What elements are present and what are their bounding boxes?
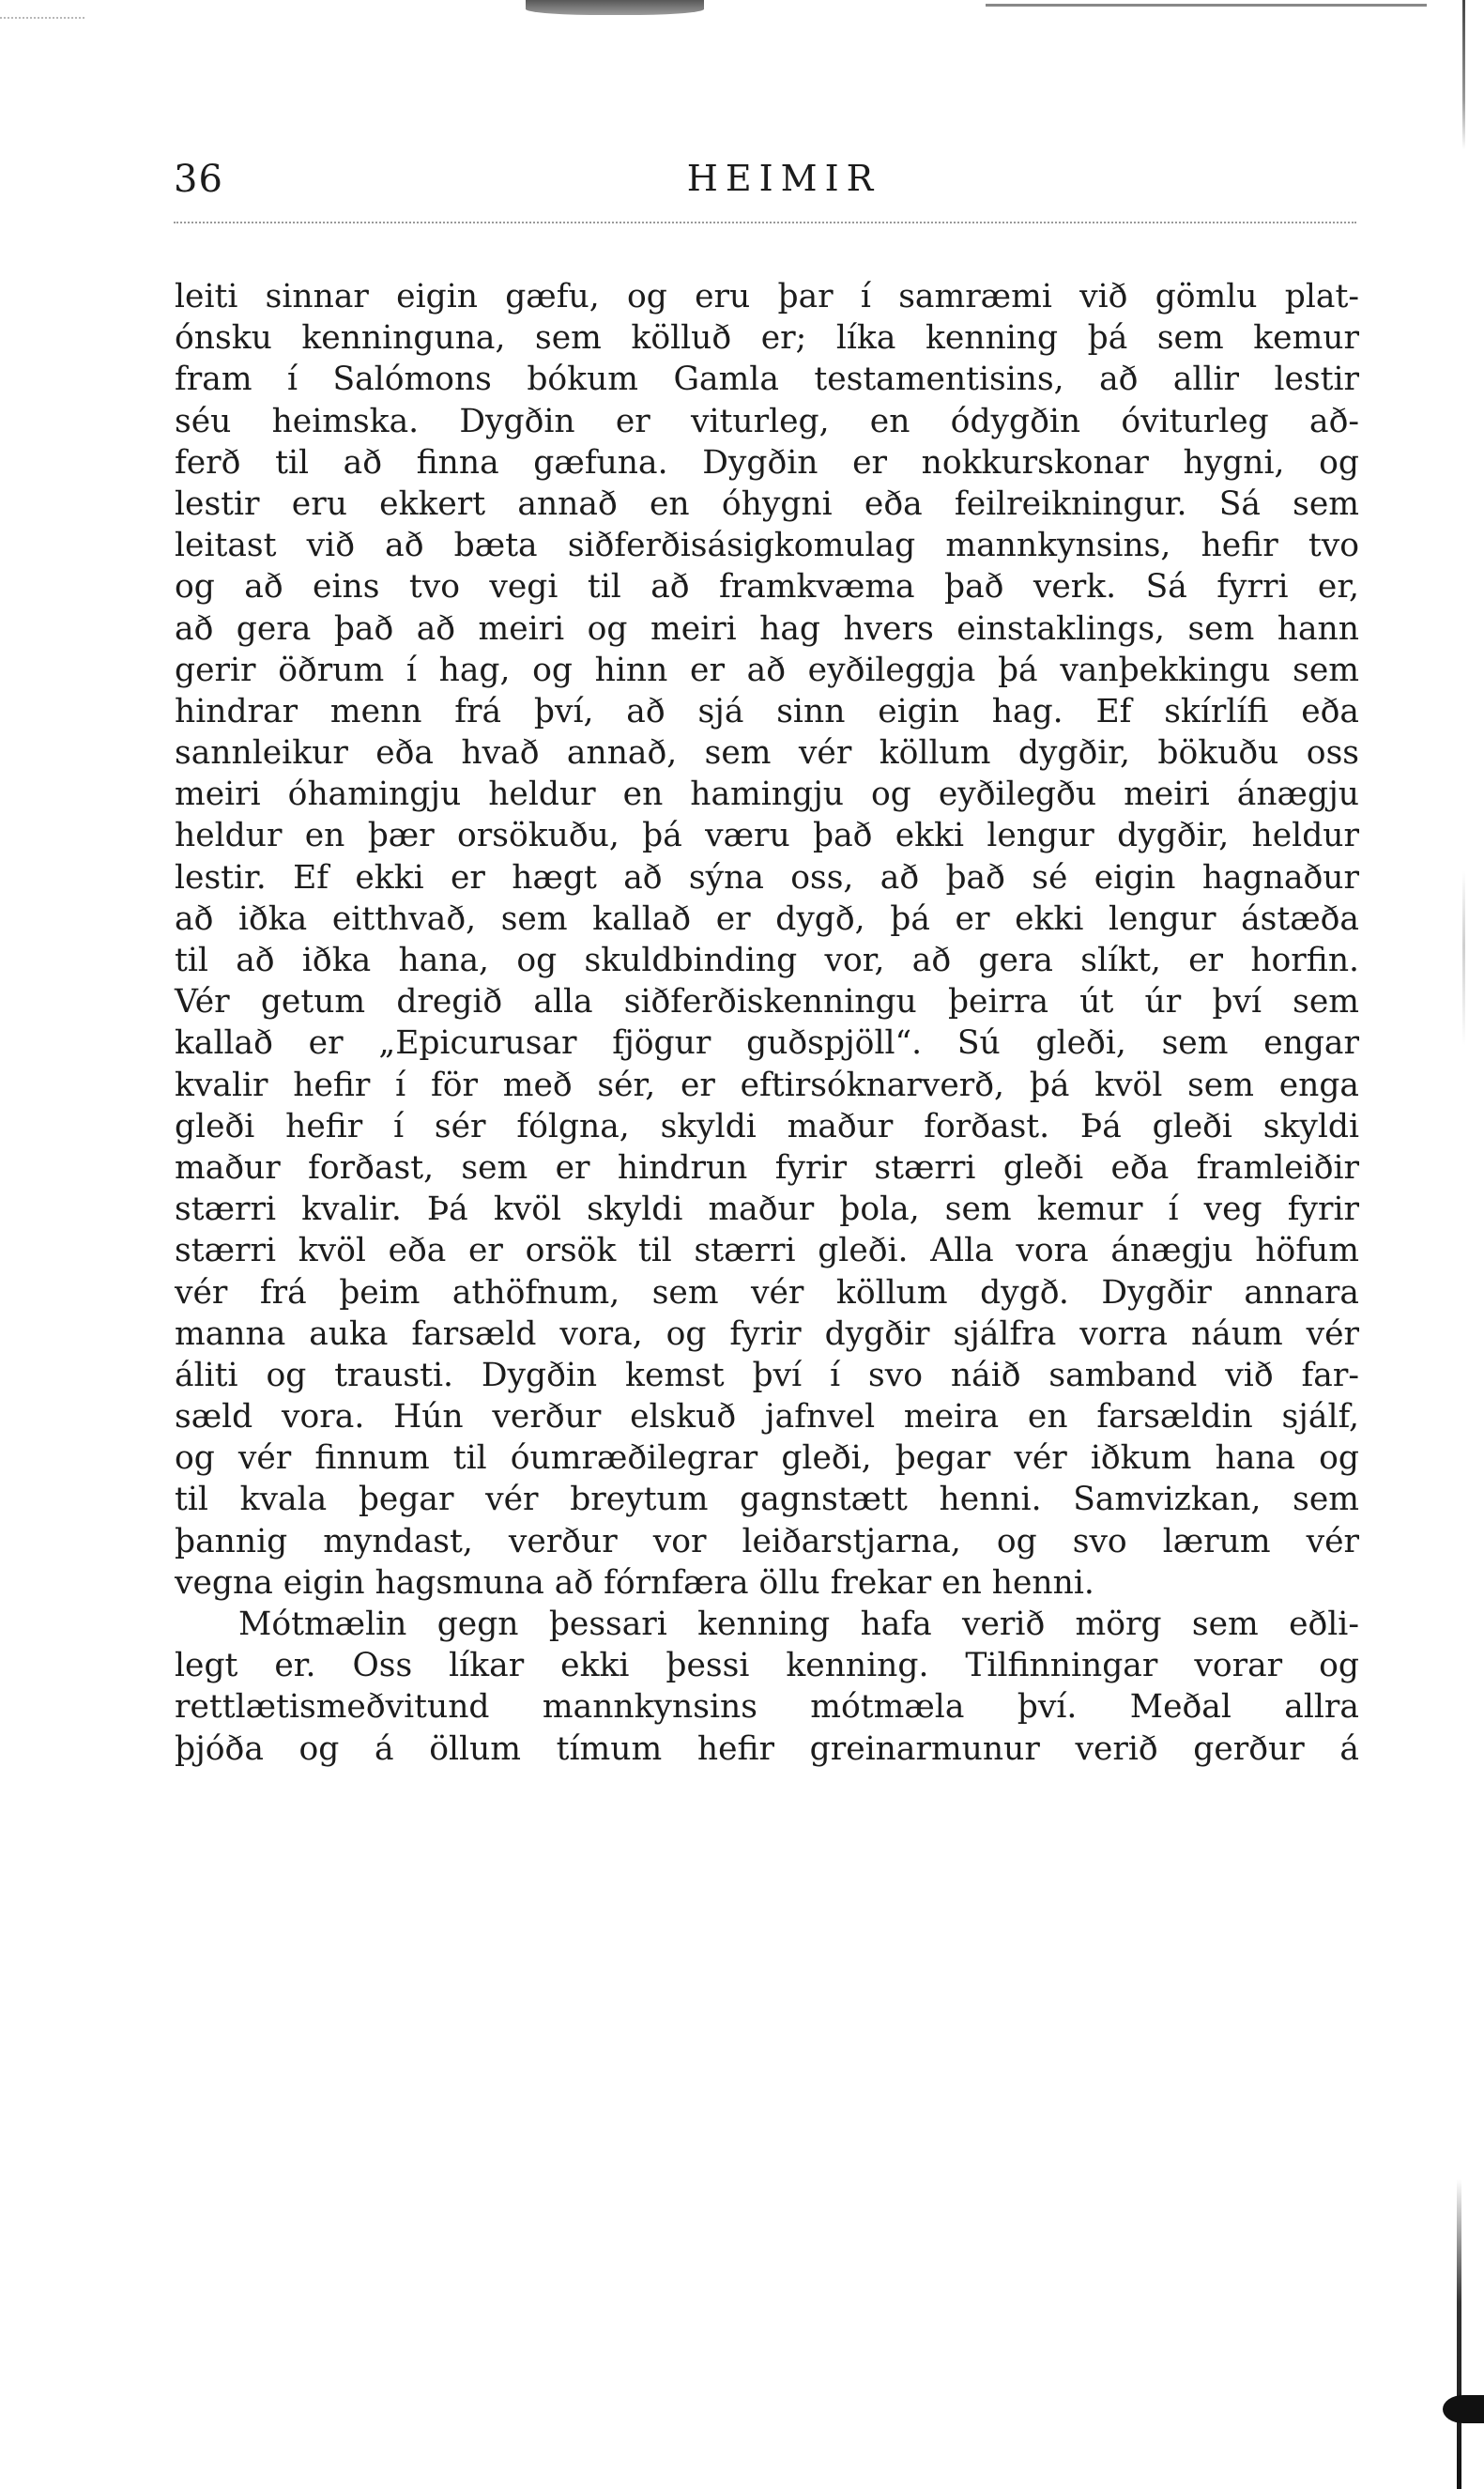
text-line: gleði hefir í sér fólgna, skyldi maður forðast. Þá gleði skyldi xyxy=(175,1107,1359,1145)
text-line: og vér finnum til óumræðilegrar gleði, þegar vér iðkum hana og xyxy=(175,1439,1359,1478)
text-line: legt er. Oss líkar ekki þessi kenning. Tilfinningar vorar og xyxy=(175,1647,1359,1685)
text-line: heldur en þær orsökuðu, þá væru það ekki lengur dygðir, heldur xyxy=(175,817,1359,855)
page-number: 36 xyxy=(174,158,223,201)
text-line: sæld vora. Hún verður elskuð jafnvel meira en farsældin sjálf, xyxy=(175,1398,1359,1437)
text-line: stærri kvöl eða er orsök til stærri gleði. Alla vora ánægju höfum xyxy=(175,1232,1359,1270)
text-line: að gera það að meiri og meiri hag hvers einstaklings, sem hann xyxy=(175,609,1359,648)
text-line: gerir öðrum í hag, og hinn er að eyðileggja þá vanþekkingu sem xyxy=(175,651,1359,689)
text-line: ónsku kenninguna, sem kölluð er; líka kenning þá sem kemur xyxy=(175,319,1359,358)
text-line: ferð til að finna gæfuna. Dygðin er nokkurskonar hygni, og xyxy=(175,443,1359,482)
text-line: kallað er „Epicurusar fjögur guðspjöll“. Sú gleði, sem engar xyxy=(175,1024,1359,1063)
text-line: og að eins tvo vegi til að framkvæma það verk. Sá fyrri er, xyxy=(175,568,1359,607)
text-line: sannleikur eða hvað annað, sem vér köllum dygðir, bökuðu oss xyxy=(175,734,1359,773)
text-line: hindrar menn frá því, að sjá sinn eigin hag. Ef skírlífi eða xyxy=(175,692,1359,730)
paragraph-1 xyxy=(175,276,1359,1604)
header-rule xyxy=(174,222,1356,223)
scan-artifact-top xyxy=(526,0,704,15)
text-line: þjóða og á öllum tímum hefir greinarmunur verið gerður á xyxy=(175,1729,1359,1768)
paragraph-2 xyxy=(175,1604,1359,1770)
page-header xyxy=(174,158,1356,214)
text-line: kvalir hefir í för með sér, er eftirsóknarverð, þá kvöl sem enga xyxy=(175,1066,1359,1104)
running-title: HEIMIR xyxy=(686,158,881,199)
text-line: lestir eru ekkert annað en óhygni eða feilreikningur. Sá sem xyxy=(175,484,1359,523)
scan-artifact-left xyxy=(0,17,84,19)
text-line: leiti sinnar eigin gæfu, og eru þar í samræmi við gömlu plat- xyxy=(175,278,1359,315)
text-line: til að iðka hana, og skuldbinding vor, að gera slíkt, er horfin. xyxy=(175,942,1359,979)
text-line: vegna eigin hagsmuna að fórnfæra öllu frekar en henni. xyxy=(175,1563,1094,1602)
text-line: til kvala þegar vér breytum gagnstætt henni. Samvizkan, sem xyxy=(175,1481,1359,1519)
text-line: lestir. Ef ekki er hægt að sýna oss, að það sé eigin hagnaður xyxy=(175,858,1359,897)
text-line: Mótmælin gegn þessari kenning hafa verið mörg sem eðli- xyxy=(238,1606,1359,1643)
text-line: að iðka eitthvað, sem kallað er dygð, þá er ekki lengur ástæða xyxy=(175,899,1359,938)
text-line: manna auka farsæld vora, og fyrir dygðir sjálfra vorra náum vér xyxy=(175,1314,1359,1353)
text-line: leitast við að bæta siðferðisásigkomulag mannkynsins, hefir tvo xyxy=(175,527,1359,565)
scan-artifact-top-line xyxy=(986,4,1427,7)
text-line: stærri kvalir. Þá kvöl skyldi maður þola, sem kemur í veg fyrir xyxy=(175,1191,1359,1229)
text-line: séu heimska. Dygðin er viturleg, en ódygðin óviturleg að- xyxy=(175,402,1359,440)
body-text xyxy=(175,276,1359,1770)
text-line: fram í Salómons bókum Gamla testamentisins, að allir lestir xyxy=(175,361,1359,399)
text-line: maður forðast, sem er hindrun fyrir stærri gleði eða framleiðir xyxy=(175,1148,1359,1187)
text-line: vér frá þeim athöfnum, sem vér köllum dygð. Dygðir annara xyxy=(175,1273,1359,1312)
text-line: Vér getum dregið alla siðferðiskenningu þeirra út úr því sem xyxy=(175,983,1359,1022)
text-line: rettlætismeðvitund mannkynsins mótmæla því. Meðal allra xyxy=(175,1688,1359,1727)
text-line: meiri óhamingju heldur en hamingju og eyðilegðu meiri ánægju xyxy=(175,776,1359,814)
text-line: þannig myndast, verður vor leiðarstjarna, og svo lærum vér xyxy=(175,1522,1359,1560)
scan-artifact-bottom-right xyxy=(1443,2179,1484,2489)
text-line: áliti og trausti. Dygðin kemst því í svo náið samband við far- xyxy=(175,1356,1359,1394)
scan-artifact-right-edge xyxy=(1462,0,1465,2489)
